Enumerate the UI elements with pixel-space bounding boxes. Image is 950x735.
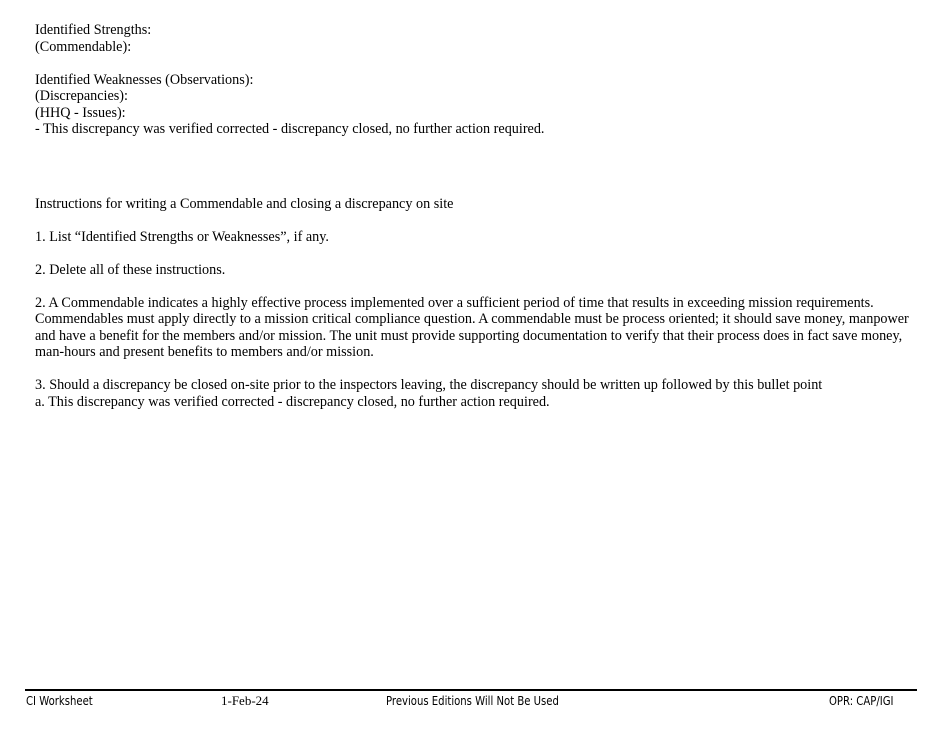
instruction-item-1: 1. List “Identified Strengths or Weaknesses”, if any. <box>35 228 329 245</box>
spacer <box>35 278 915 295</box>
footer-form-name: CI Worksheet <box>26 694 93 708</box>
footer-divider <box>25 689 917 691</box>
spacer <box>35 212 915 229</box>
instruction-item-3a: a. This discrepancy was verified corrected - discrepancy closed, no further action required. <box>35 393 550 410</box>
instruction-item-2-delete: 2. Delete all of these instructions. <box>35 261 226 278</box>
footer-opr: OPR: CAP/IGI <box>829 694 894 708</box>
spacer <box>35 138 915 196</box>
commendable-label: (Commendable): <box>35 38 132 55</box>
instructions-title: Instructions for writing a Commendable and closing a discrepancy on site <box>35 195 454 212</box>
instruction-item-3: 3. Should a discrepancy be closed on-site prior to the inspectors leaving, the discrepancy should be written up followed by this bullet point <box>35 377 823 393</box>
footer-date: 1-Feb-24 <box>221 693 269 708</box>
spacer <box>35 245 915 262</box>
footer-notice: Previous Editions Will Not Be Used <box>386 694 559 708</box>
hhq-issues-label: (HHQ - Issues): <box>35 104 126 121</box>
spacer <box>35 361 915 378</box>
strengths-heading: Identified Strengths: <box>35 22 152 38</box>
instruction-item-2-commendable: 2. A Commendable indicates a highly effective process implemented over a sufficient period of time that results in exceeding mission requirements. Commendables must apply directly to a mission critical compliance question. A commendable must be process oriented; it should save money, manpower and have a benefit for the members and/or mission. The unit must provide supporting documentation to verify that their process does in fact save money, man-hours and present benefits to members and/or mission. <box>35 294 909 360</box>
spacer <box>35 55 915 72</box>
worksheet-body <box>35 22 915 410</box>
closed-discrepancy-bullet: - This discrepancy was verified corrected - discrepancy closed, no further action required. <box>35 121 545 137</box>
discrepancies-label: (Discrepancies): <box>35 88 128 104</box>
weaknesses-heading: Identified Weaknesses (Observations): <box>35 71 254 88</box>
